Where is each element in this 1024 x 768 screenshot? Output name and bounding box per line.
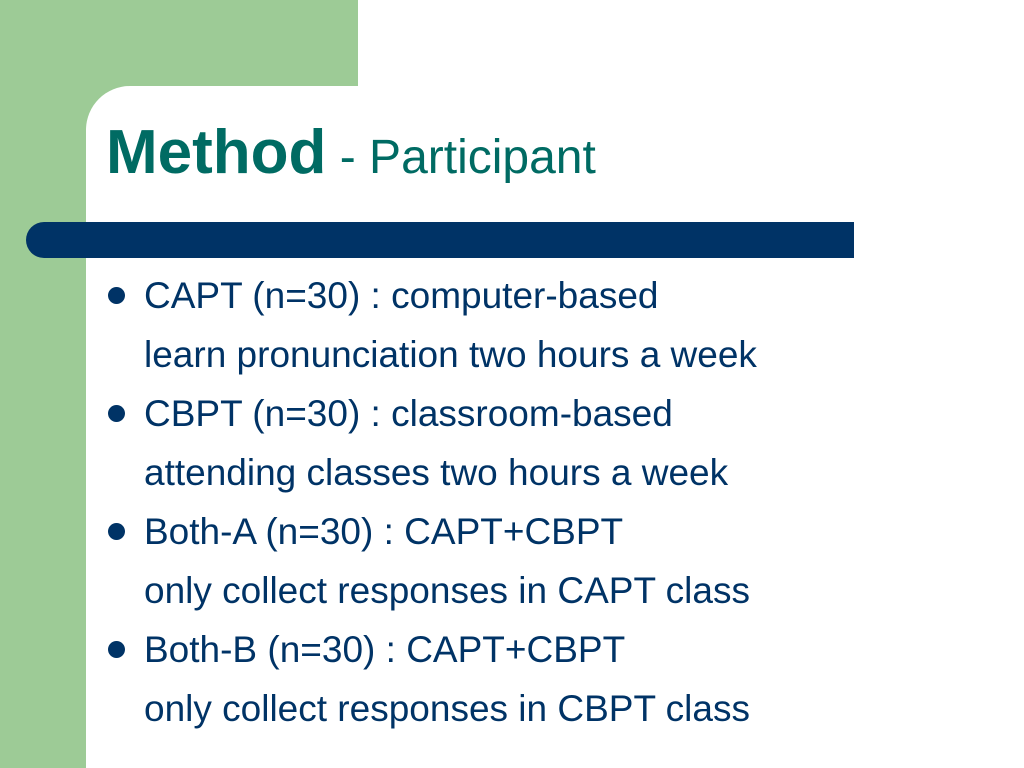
item-detail: only collect responses in CBPT class bbox=[144, 688, 750, 729]
item-heading: Both-A (n=30) : CAPT+CBPT bbox=[144, 511, 624, 552]
slide-title bbox=[106, 118, 596, 187]
list-item-cbpt bbox=[104, 384, 1004, 502]
bullet-icon bbox=[108, 405, 125, 422]
item-heading: CBPT (n=30) : classroom-based bbox=[144, 393, 673, 434]
list-item-both-b bbox=[104, 620, 1004, 738]
bullet-icon bbox=[108, 287, 125, 304]
title-main: Method bbox=[106, 118, 327, 187]
bullet-list bbox=[104, 266, 1004, 738]
item-detail: only collect responses in CAPT class bbox=[144, 570, 750, 611]
item-detail: learn pronunciation two hours a week bbox=[144, 334, 757, 375]
title-rule-bar bbox=[26, 222, 854, 258]
bullet-icon bbox=[108, 641, 125, 658]
list-item-both-a bbox=[104, 502, 1004, 620]
list-item-capt bbox=[104, 266, 1004, 384]
title-subtitle: - Participant bbox=[326, 131, 596, 184]
bullet-icon bbox=[108, 523, 125, 540]
item-heading: Both-B (n=30) : CAPT+CBPT bbox=[144, 629, 626, 670]
item-heading: CAPT (n=30) : computer-based bbox=[144, 275, 659, 316]
item-detail: attending classes two hours a week bbox=[144, 452, 729, 493]
